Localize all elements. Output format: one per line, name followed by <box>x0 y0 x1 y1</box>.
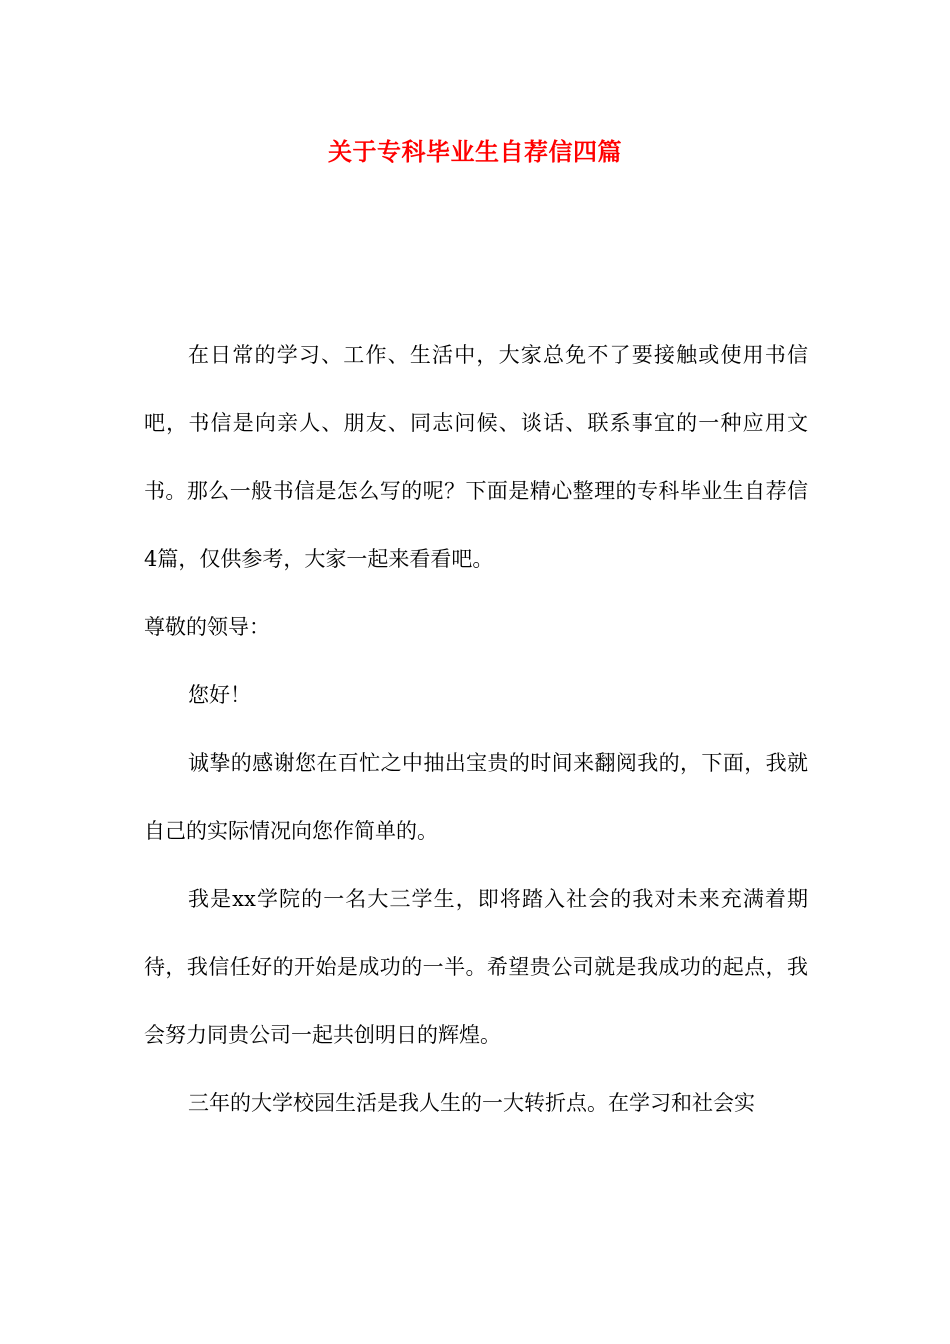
paragraph-greeting: 您好！ <box>188 683 251 707</box>
paragraph-thanks: 诚挚的感谢您在百忙之中抽出宝贵的时间来翻阅我的，下面，我就自己的实际情况向您作简单的。 <box>144 751 808 843</box>
paragraph-college-life: 三年的大学校园生活是我人生的一大转折点。在学习和社会实 <box>188 1091 755 1115</box>
document-body <box>144 321 808 1137</box>
paragraph-salutation: 尊敬的领导： <box>144 615 270 639</box>
document-title: 关于专科毕业生自荐信四篇 <box>328 138 622 166</box>
paragraph-intro: 在日常的学习、工作、生活中，大家总免不了要接触或使用书信吧，书信是向亲人、朋友、同志问候、谈话、联系事宜的一种应用文书。那么一般书信是怎么写的呢？下面是精心整理的专科毕业生自荐信4篇，仅供参考，大家一起来看看吧。 <box>144 343 808 571</box>
paragraph-self-intro: 我是xx学院的一名大三学生，即将踏入社会的我对未来充满着期待，我信任好的开始是成功的一半。希望贵公司就是我成功的起点，我会努力同贵公司一起共创明日的辉煌。 <box>144 887 808 1047</box>
